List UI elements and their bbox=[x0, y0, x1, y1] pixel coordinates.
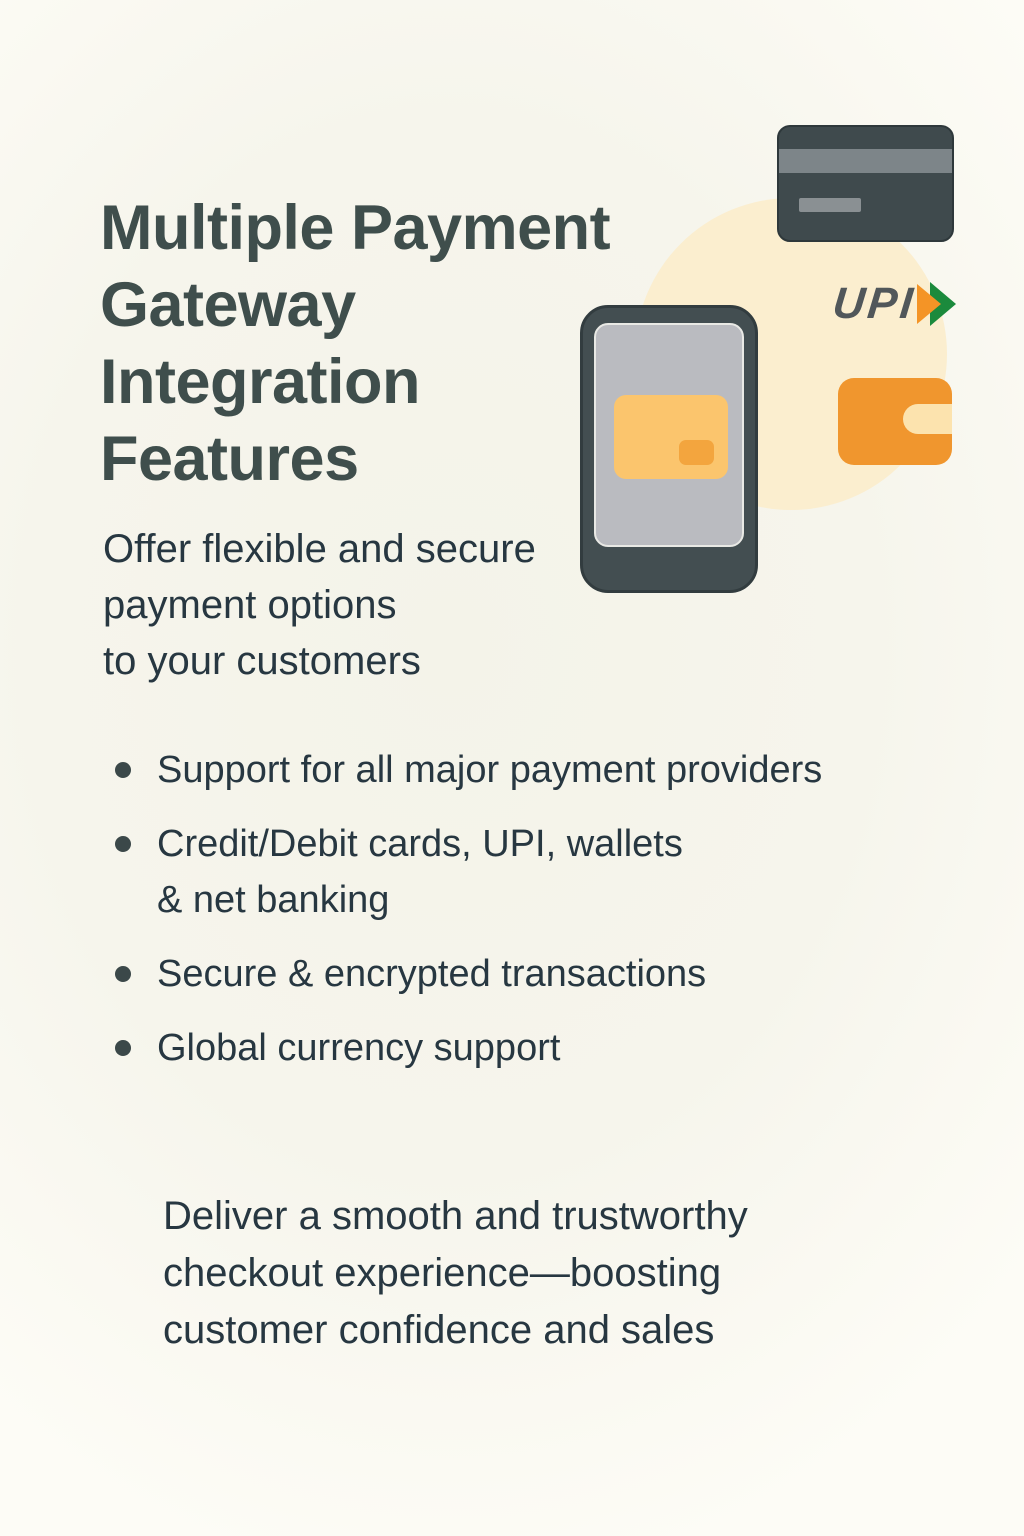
footer-line: checkout experience—boosting bbox=[163, 1251, 722, 1295]
list-item bbox=[115, 1020, 822, 1076]
feature-text: Secure & encrypted transactions bbox=[157, 953, 707, 995]
credit-card-icon bbox=[777, 125, 954, 242]
footer-note bbox=[163, 1188, 748, 1359]
wallet-tab bbox=[903, 404, 952, 434]
bullet-icon bbox=[115, 836, 131, 852]
page-title bbox=[100, 190, 610, 498]
payment-card-icon bbox=[614, 395, 728, 479]
bullet-icon bbox=[115, 762, 131, 778]
page-title-line: Features bbox=[100, 424, 359, 494]
list-item bbox=[115, 742, 822, 798]
phone-screen bbox=[594, 323, 744, 547]
footer-line: customer confidence and sales bbox=[163, 1308, 715, 1352]
page-title-line: Integration bbox=[100, 347, 420, 417]
subtitle-line: to your customers bbox=[103, 639, 421, 683]
footer-line: Deliver a smooth and trustworthy bbox=[163, 1194, 748, 1238]
credit-card-magstripe bbox=[779, 149, 952, 173]
feature-text: Global currency support bbox=[157, 1027, 561, 1069]
feature-list bbox=[115, 742, 822, 1094]
page-title-line: Multiple Payment bbox=[100, 193, 611, 263]
upi-logo bbox=[830, 279, 957, 328]
upi-arrow-orange-triangle bbox=[917, 284, 941, 324]
subtitle-line: Offer flexible and secure bbox=[103, 527, 536, 571]
list-item bbox=[115, 946, 822, 1002]
wallet-icon bbox=[838, 378, 952, 465]
list-item bbox=[115, 816, 822, 928]
card-chip bbox=[679, 440, 714, 465]
subtitle bbox=[103, 521, 536, 689]
upi-logo-text: UPI bbox=[830, 279, 918, 328]
bullet-icon bbox=[115, 966, 131, 982]
credit-card-number-box bbox=[799, 198, 861, 212]
bullet-icon bbox=[115, 1040, 131, 1056]
subtitle-line: payment options bbox=[103, 583, 397, 627]
page-title-line: Gateway bbox=[100, 270, 356, 340]
upi-arrow-icon bbox=[917, 281, 957, 327]
feature-text: Credit/Debit cards, UPI, wallets & net banking bbox=[157, 823, 683, 921]
feature-text: Support for all major payment providers bbox=[157, 749, 823, 791]
